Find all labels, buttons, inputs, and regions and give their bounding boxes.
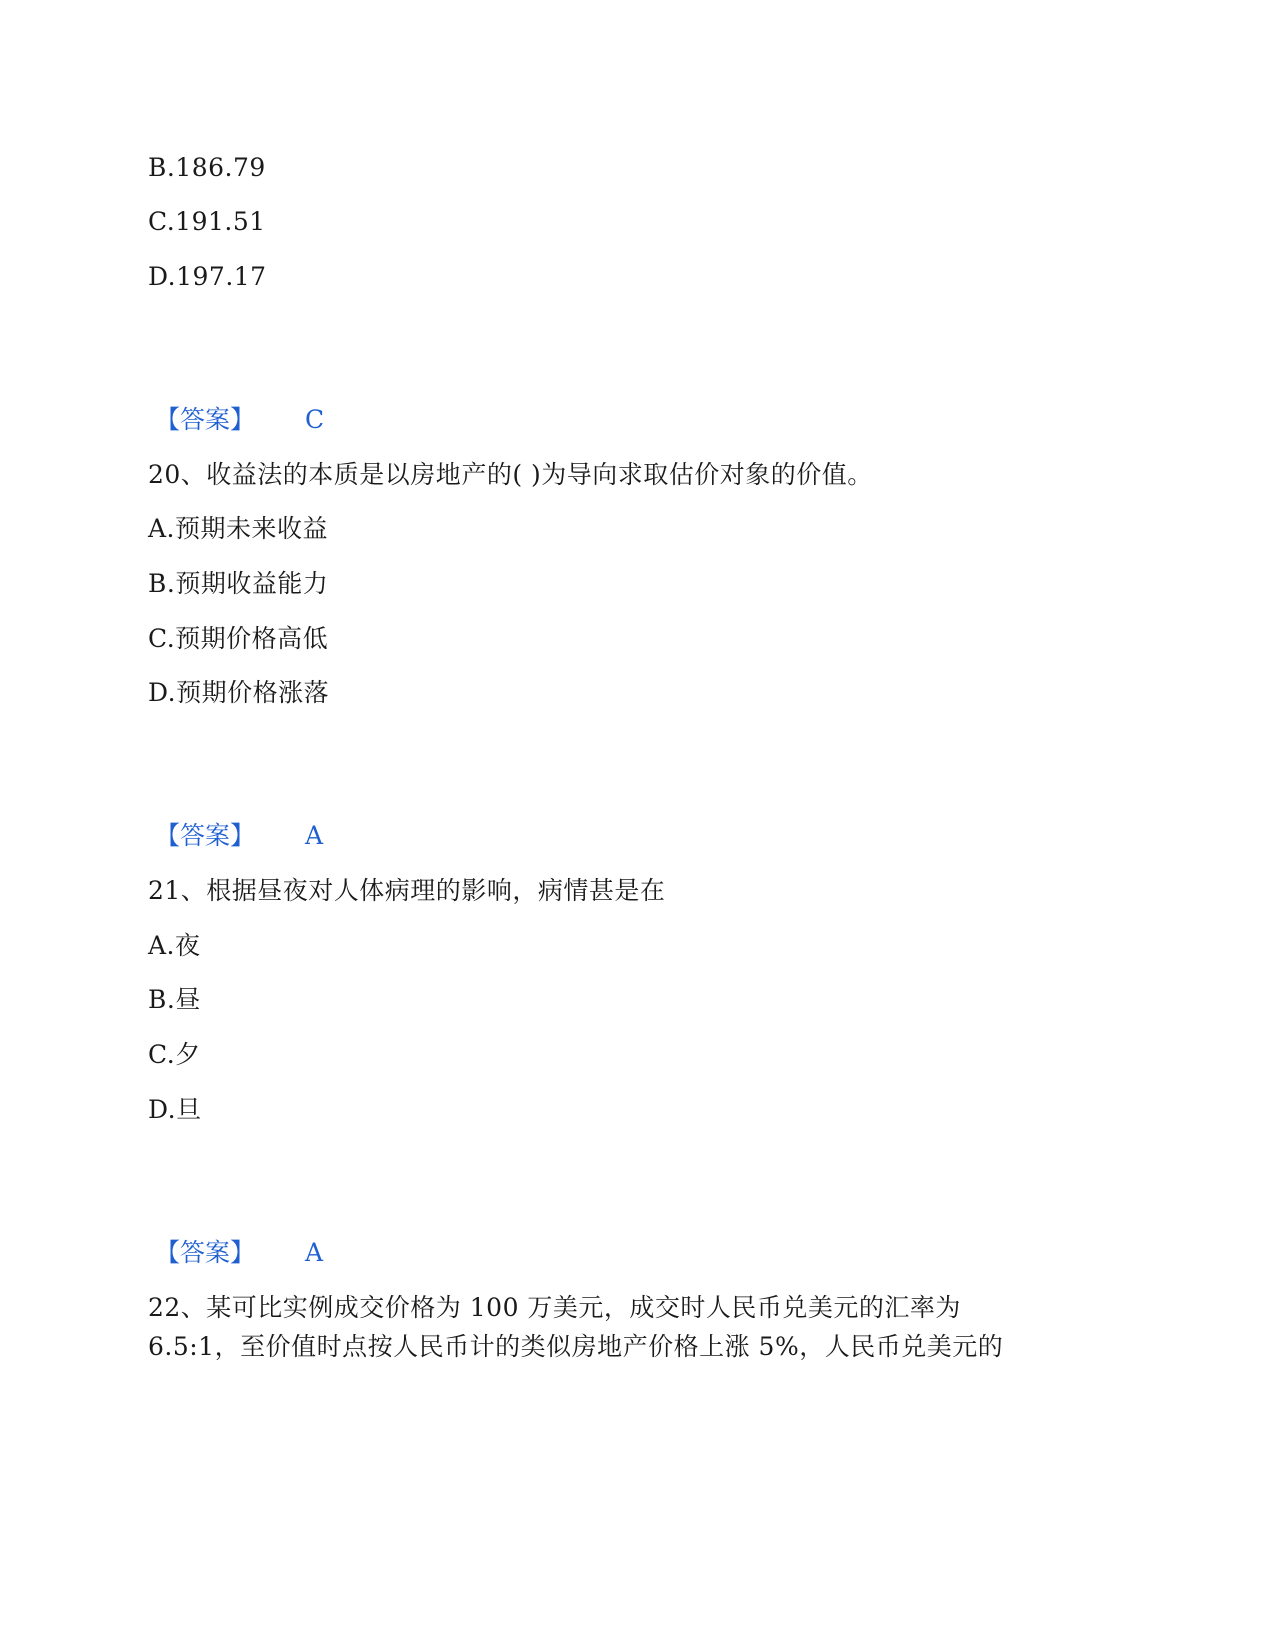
q19-answer [155, 403, 324, 437]
answer-value: A [305, 821, 324, 850]
q21-answer [155, 1236, 323, 1270]
q21-option-c: C.夕 [148, 1040, 201, 1069]
answer-label: 【答案】 [155, 821, 256, 850]
q19-option-b: B.186.79 [148, 153, 266, 182]
q19-option-d: D.197.17 [148, 262, 267, 291]
q20-option-d: D.预期价格涨落 [148, 678, 330, 707]
q22-question-line-2: 6.5:1，至价值时点按人民币计的类似房地产价格上涨 5%，人民币兑美元的 [148, 1332, 1004, 1361]
answer-value: C [305, 405, 325, 434]
q21-option-d: D.旦 [148, 1095, 202, 1124]
q21-question: 21、根据昼夜对人体病理的影响，病情甚是在 [148, 876, 666, 905]
q20-option-c: C.预期价格高低 [148, 624, 329, 653]
q19-option-c: C.191.51 [148, 207, 266, 236]
q21-option-a: A.夜 [148, 931, 201, 960]
q20-option-a: A.预期未来收益 [148, 514, 329, 543]
q20-option-b: B.预期收益能力 [148, 569, 329, 598]
q20-question: 20、收益法的本质是以房地产的( )为导向求取估价对象的价值。 [148, 460, 873, 489]
q20-answer [155, 819, 323, 853]
answer-value: A [305, 1238, 324, 1267]
q21-option-b: B.昼 [148, 985, 201, 1014]
answer-label: 【答案】 [155, 1238, 256, 1267]
answer-label: 【答案】 [155, 405, 256, 434]
q22-question-line-1: 22、某可比实例成交价格为 100 万美元，成交时人民币兑美元的汇率为 [148, 1293, 961, 1322]
